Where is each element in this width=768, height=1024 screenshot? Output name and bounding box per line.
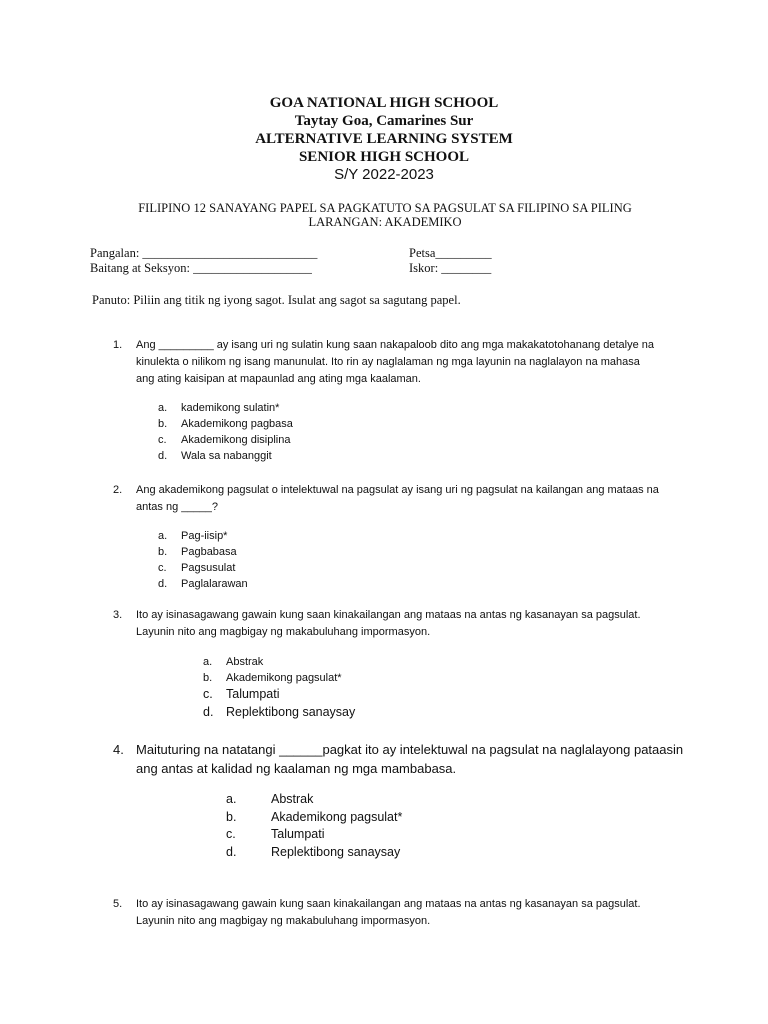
question-number: 4. [113,742,124,757]
option[interactable]: d. Paglalarawan [158,578,248,590]
school-year: S/Y 2022-2023 [334,166,434,183]
school-name: GOA NATIONAL HIGH SCHOOL [269,95,499,111]
question-number: 2. [113,484,123,496]
option[interactable]: c. Pagsusulat [158,562,236,574]
pangalan-field[interactable]: Pangalan: ____________________________ [90,246,318,260]
option[interactable]: a. Abstrak [203,656,264,668]
option[interactable]: d. Replektibong sanaysay [203,705,356,719]
question-number: 3. [113,609,123,621]
program-name: ALTERNATIVE LEARNING SYSTEM [255,131,513,147]
option[interactable]: a. Pag-iisip* [158,530,228,542]
option[interactable]: b. Akademikong pagsulat* [203,672,342,684]
question-2-text: Ang akademikong pagsulat o intelektuwal na pagsulat ay isang uri ng pagsulat na kailangan ang mataas na antas ng _____? [136,484,659,513]
question-4-options [226,791,466,861]
question-number: 5. [113,898,123,910]
school-address: Taytay Goa, Camarines Sur [294,113,474,129]
question-1-options [158,400,358,464]
option[interactable]: d. Wala sa nabanggit [158,450,272,462]
option[interactable]: a. kademikong sulatin* [158,402,280,414]
option[interactable]: c. Talumpati [226,827,325,841]
option[interactable]: a. Abstrak [226,792,314,806]
option[interactable]: c. Talumpati [203,687,280,701]
instructions: Panuto: Piliin ang titik ng iyong sagot. Isulat ang sagot sa sagutang papel. [92,293,461,307]
subtitle-line2: LARANGAN: AKADEMIKO [308,215,462,229]
option[interactable]: b. Akademikong pagsulat* [226,809,403,824]
level-name: SENIOR HIGH SCHOOL [298,149,470,165]
question-4-text: Maituturing na natatangi ______pagkat ito ay intelektuwal na pagsulat na naglalayong pataasin ang antas at kalidad ng kaalaman ng mga mambabasa. [136,742,684,776]
question-3-options [203,654,423,722]
question-2-options [158,528,358,592]
question-3-text: Ito ay isinasagawang gawain kung saan kinakailangan ang mataas na antas ng kasanayan sa pagsulat. Layunin nito ang magbigay ng makabuluhang impormasyon. [136,609,641,638]
option[interactable]: b. Pagbabasa [158,546,237,558]
option[interactable]: c. Akademikong disiplina [158,434,291,446]
iskor-field[interactable]: Iskor: ________ [409,261,492,275]
baitang-field[interactable]: Baitang at Seksyon: ___________________ [90,261,312,275]
option[interactable]: b. Akademikong pagbasa [158,418,293,430]
option[interactable]: d. Replektibong sanaysay [226,844,401,859]
question-1-text: Ang _________ ay isang uri ng sulatin kung saan nakapaloob dito ang mga makakatotohanang detalye na kinulekta o nilikom ng isang manunulat. Ito rin ay naglalaman ng mga layunin na naglalayon na mahasa ang ating kaisipan at mapaunlad ang ating mga kaalaman. [136,339,654,385]
question-number: 1. [113,339,123,351]
question-5-text: Ito ay isinasagawang gawain kung saan kinakailangan ang mataas na antas ng kasanayan sa pagsulat. Layunin nito ang magbigay ng makabuluhang impormasyon. [136,898,641,927]
subtitle-line1: FILIPINO 12 SANAYANG PAPEL SA PAGKATUTO SA PAGSULAT SA FILIPINO SA PILING [138,201,632,215]
petsa-field[interactable]: Petsa_________ [409,246,492,260]
